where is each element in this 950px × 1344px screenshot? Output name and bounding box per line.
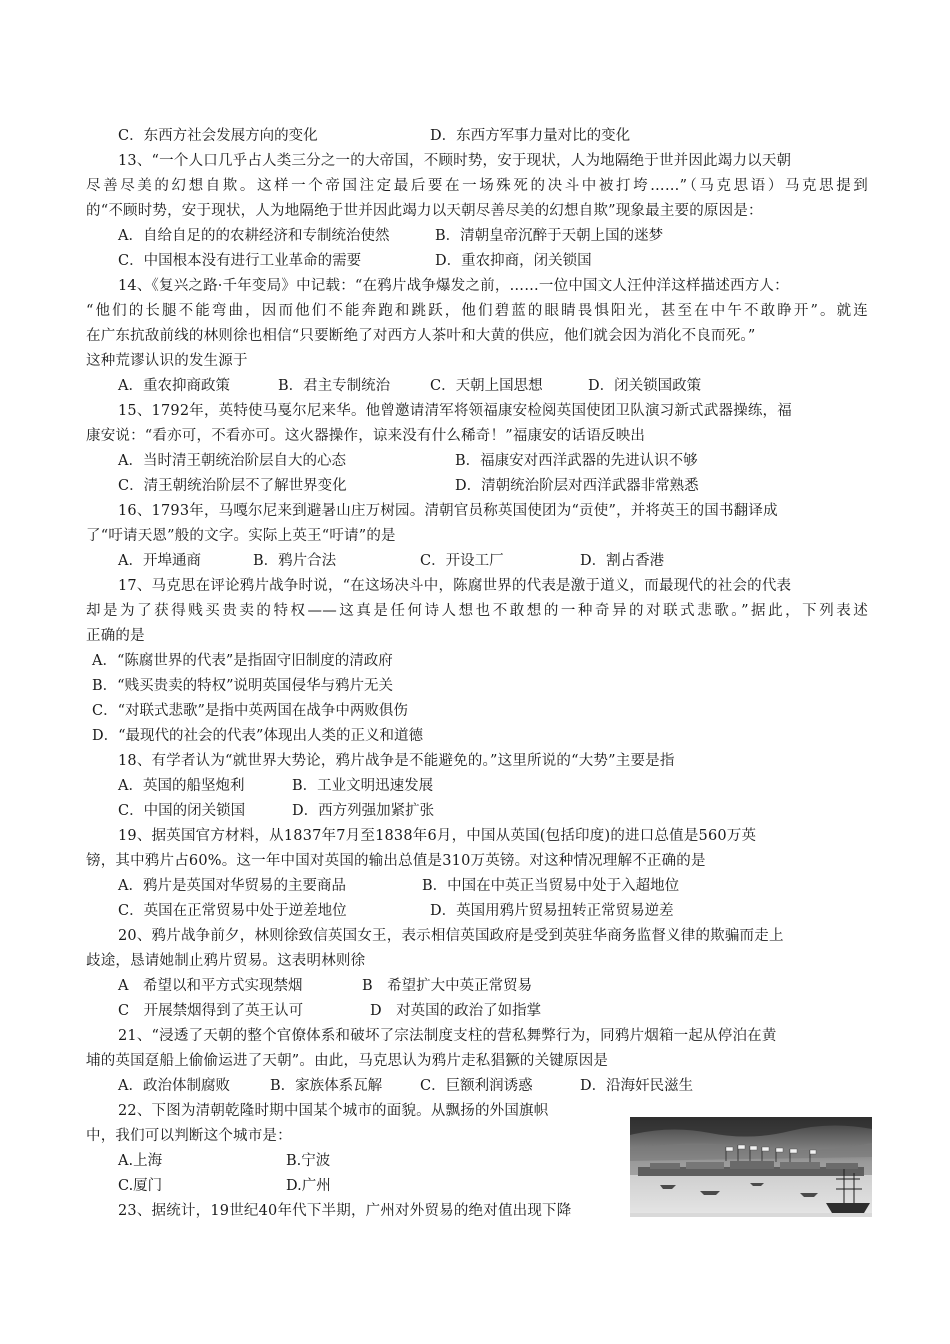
q22-option-c: C.厦门 <box>118 1178 163 1194</box>
q15-option-a: A．当时清王朝统治阶层自大的心态 <box>118 453 346 469</box>
q18-option-d: D．西方列强加紧扩张 <box>292 803 435 819</box>
q20-stem-line-2: 歧途，恳请她制止鸦片贸易。这表明林则徐 <box>86 953 366 969</box>
q14-option-d: D．闭关锁国政策 <box>588 378 702 394</box>
q21-stem-line-1: 21、“浸透了天朝的整个官僚体系和破坏了宗法制度支柱的营私舞弊行为，同鸦片烟箱一起从停泊在黄 <box>118 1028 777 1044</box>
q13-option-c: C．中国根本没有进行工业革命的需要 <box>118 253 362 269</box>
q17-option-d: D．“最现代的社会的代表”体现出人类的正义和道德 <box>92 728 423 744</box>
q15-stem-line-2: 康安说：“看亦可，不看亦可。这火器操作，谅来没有什么稀奇！”福康安的话语反映出 <box>86 428 646 444</box>
q21-option-c: C．巨额利润诱惑 <box>420 1078 533 1094</box>
q19-option-b: B．中国在中英正当贸易中处于入超地位 <box>422 878 680 894</box>
q20-option-a: A 希望以和平方式实现禁烟 <box>118 978 303 994</box>
q22-option-d: D.广州 <box>286 1178 331 1194</box>
q21-stem-line-2: 埔的英国趸船上偷偷运进了天朝”。由此，马克思认为鸦片走私猖獗的关键原因是 <box>86 1053 609 1069</box>
q21-option-a: A．政治体制腐败 <box>118 1078 230 1094</box>
q18-stem-line-1: 18、有学者认为“就世界大势论，鸦片战争是不能避免的。”这里所说的“大势”主要是指 <box>118 753 675 769</box>
q14-stem-line-1: 14、《复兴之路·千年变局》中记载：“在鸦片战争爆发之前，……一位中国文人汪仲洋这样描述西方人： <box>118 278 789 294</box>
q18-option-a: A．英国的船坚炮利 <box>118 778 245 794</box>
q16-stem-line-1: 16、1793年，马嘎尔尼来到避暑山庄万树园。清朝官员称英国使团为“贡使”，并将英王的国书翻译成 <box>118 503 778 519</box>
q12-option-d: D．东西方军事力量对比的变化 <box>430 128 631 144</box>
q13-option-d: D．重农抑商，闭关锁国 <box>435 253 592 269</box>
q22-option-a: A.上海 <box>118 1153 163 1169</box>
q15-option-b: B．福康安对西洋武器的先进认识不够 <box>455 453 698 469</box>
q21-option-d: D．沿海奸民滋生 <box>580 1078 694 1094</box>
q23-stem-line-1: 23、据统计，19世纪40年代下半期，广州对外贸易的绝对值出现下降 <box>118 1203 572 1219</box>
q19-option-a: A．鸦片是英国对华贸易的主要商品 <box>118 878 346 894</box>
q17-stem-line-3: 正确的是 <box>86 628 145 644</box>
q14-stem-line-3: 在广东抗敌前线的林则徐也相信“只要断绝了对西方人茶叶和大黄的供应，他们就会因为消化不良而死。” <box>86 328 756 344</box>
q17-option-c: C．“对联式悲歌”是指中英两国在战争中两败俱伤 <box>92 703 408 719</box>
q13-stem-line-1: 13、“一个人口几乎占人类三分之一的大帝国，不顾时势，安于现状，人为地隔绝于世并因此竭力以天朝 <box>118 153 792 169</box>
q18-option-b: B．工业文明迅速发展 <box>292 778 434 794</box>
q19-option-c: C．英国在正常贸易中处于逆差地位 <box>118 903 347 919</box>
harbor-city-image <box>630 1117 872 1217</box>
q12-option-c: C．东西方社会发展方向的变化 <box>118 128 318 144</box>
q14-option-a: A．重农抑商政策 <box>118 378 230 394</box>
q18-option-c: C．中国的闭关锁国 <box>118 803 246 819</box>
q20-stem-line-1: 20、鸦片战争前夕，林则徐致信英国女王，表示相信英国政府是受到英驻华商务监督义律的欺骗而走上 <box>118 928 784 944</box>
q21-option-b: B．家族体系瓦解 <box>270 1078 383 1094</box>
q14-stem-line-4: 这种荒谬认识的发生源于 <box>86 353 248 369</box>
harbor-city-figure <box>630 1117 872 1217</box>
q14-option-b: B．君主专制统治 <box>278 378 391 394</box>
q13-option-b: B．清朝皇帝沉醉于天朝上国的迷梦 <box>435 228 664 244</box>
q17-option-a: A．“陈腐世界的代表”是指固守旧制度的清政府 <box>92 653 393 669</box>
q17-stem-line-2: 却是为了获得贱买贵卖的特权——这真是任何诗人想也不敢想的一种奇异的对联式悲歌。”据此，下列表述 <box>86 603 868 619</box>
q16-option-b: B．鸦片合法 <box>253 553 337 569</box>
q15-option-c: C．清王朝统治阶层不了解世界变化 <box>118 478 347 494</box>
q17-option-b: B．“贱买贵卖的特权”说明英国侵华与鸦片无关 <box>92 678 393 694</box>
q16-stem-line-2: 了“吁请天恩”般的文字。实际上英王“吁请”的是 <box>86 528 396 544</box>
q13-stem-line-3: 的“不顾时势，安于现状，人为地隔绝于世并因此竭力以天朝尽善尽美的幻想自欺”现象最主要的原因是： <box>86 203 763 219</box>
q20-option-d: D 对英国的政治了如指掌 <box>370 1003 542 1019</box>
q22-stem-line-2: 中，我们可以判断这个城市是： <box>86 1128 292 1144</box>
q20-option-b: B 希望扩大中英正常贸易 <box>362 978 533 994</box>
q20-option-c: C 开展禁烟得到了英王认可 <box>118 1003 304 1019</box>
q16-option-c: C．开设工厂 <box>420 553 504 569</box>
q14-stem-line-2: “他们的长腿不能弯曲，因而他们不能奔跑和跳跃，他们碧蓝的眼睛畏惧阳光，甚至在中午不敢睁开”。就连 <box>86 303 868 319</box>
q22-stem-line-1: 22、下图为清朝乾隆时期中国某个城市的面貌。从飘扬的外国旗帜 <box>118 1103 549 1119</box>
q15-option-d: D．清朝统治阶层对西洋武器非常熟悉 <box>455 478 699 494</box>
q16-option-a: A．开埠通商 <box>118 553 201 569</box>
q19-stem-line-2: 镑，其中鸦片占60%。这一年中国对英国的输出总值是310万英镑。对这种情况理解不正确的是 <box>86 853 706 869</box>
q22-option-b: B.宁波 <box>286 1153 331 1169</box>
q14-option-c: C．天朝上国思想 <box>430 378 543 394</box>
q15-stem-line-1: 15、1792年，英特使马戛尔尼来华。他曾邀请清军将领福康安检阅英国使团卫队演习新式武器操练，福 <box>118 403 792 419</box>
q17-stem-line-1: 17、马克思在评论鸦片战争时说，“在这场决斗中，陈腐世界的代表是激于道义，而最现代的社会的代表 <box>118 578 792 594</box>
q19-stem-line-1: 19、据英国官方材料，从1837年7月至1838年6月，中国从英国(包括印度)的进口总值是560万英 <box>118 828 757 844</box>
q13-option-a: A．自给自足的的农耕经济和专制统治使然 <box>118 228 390 244</box>
q16-option-d: D．割占香港 <box>580 553 665 569</box>
q13-stem-line-2: 尽善尽美的幻想自欺。这样一个帝国注定最后要在一场殊死的决斗中被打垮……”（马克思语）马克思提到 <box>86 178 868 194</box>
q19-option-d: D．英国用鸦片贸易扭转正常贸易逆差 <box>430 903 674 919</box>
